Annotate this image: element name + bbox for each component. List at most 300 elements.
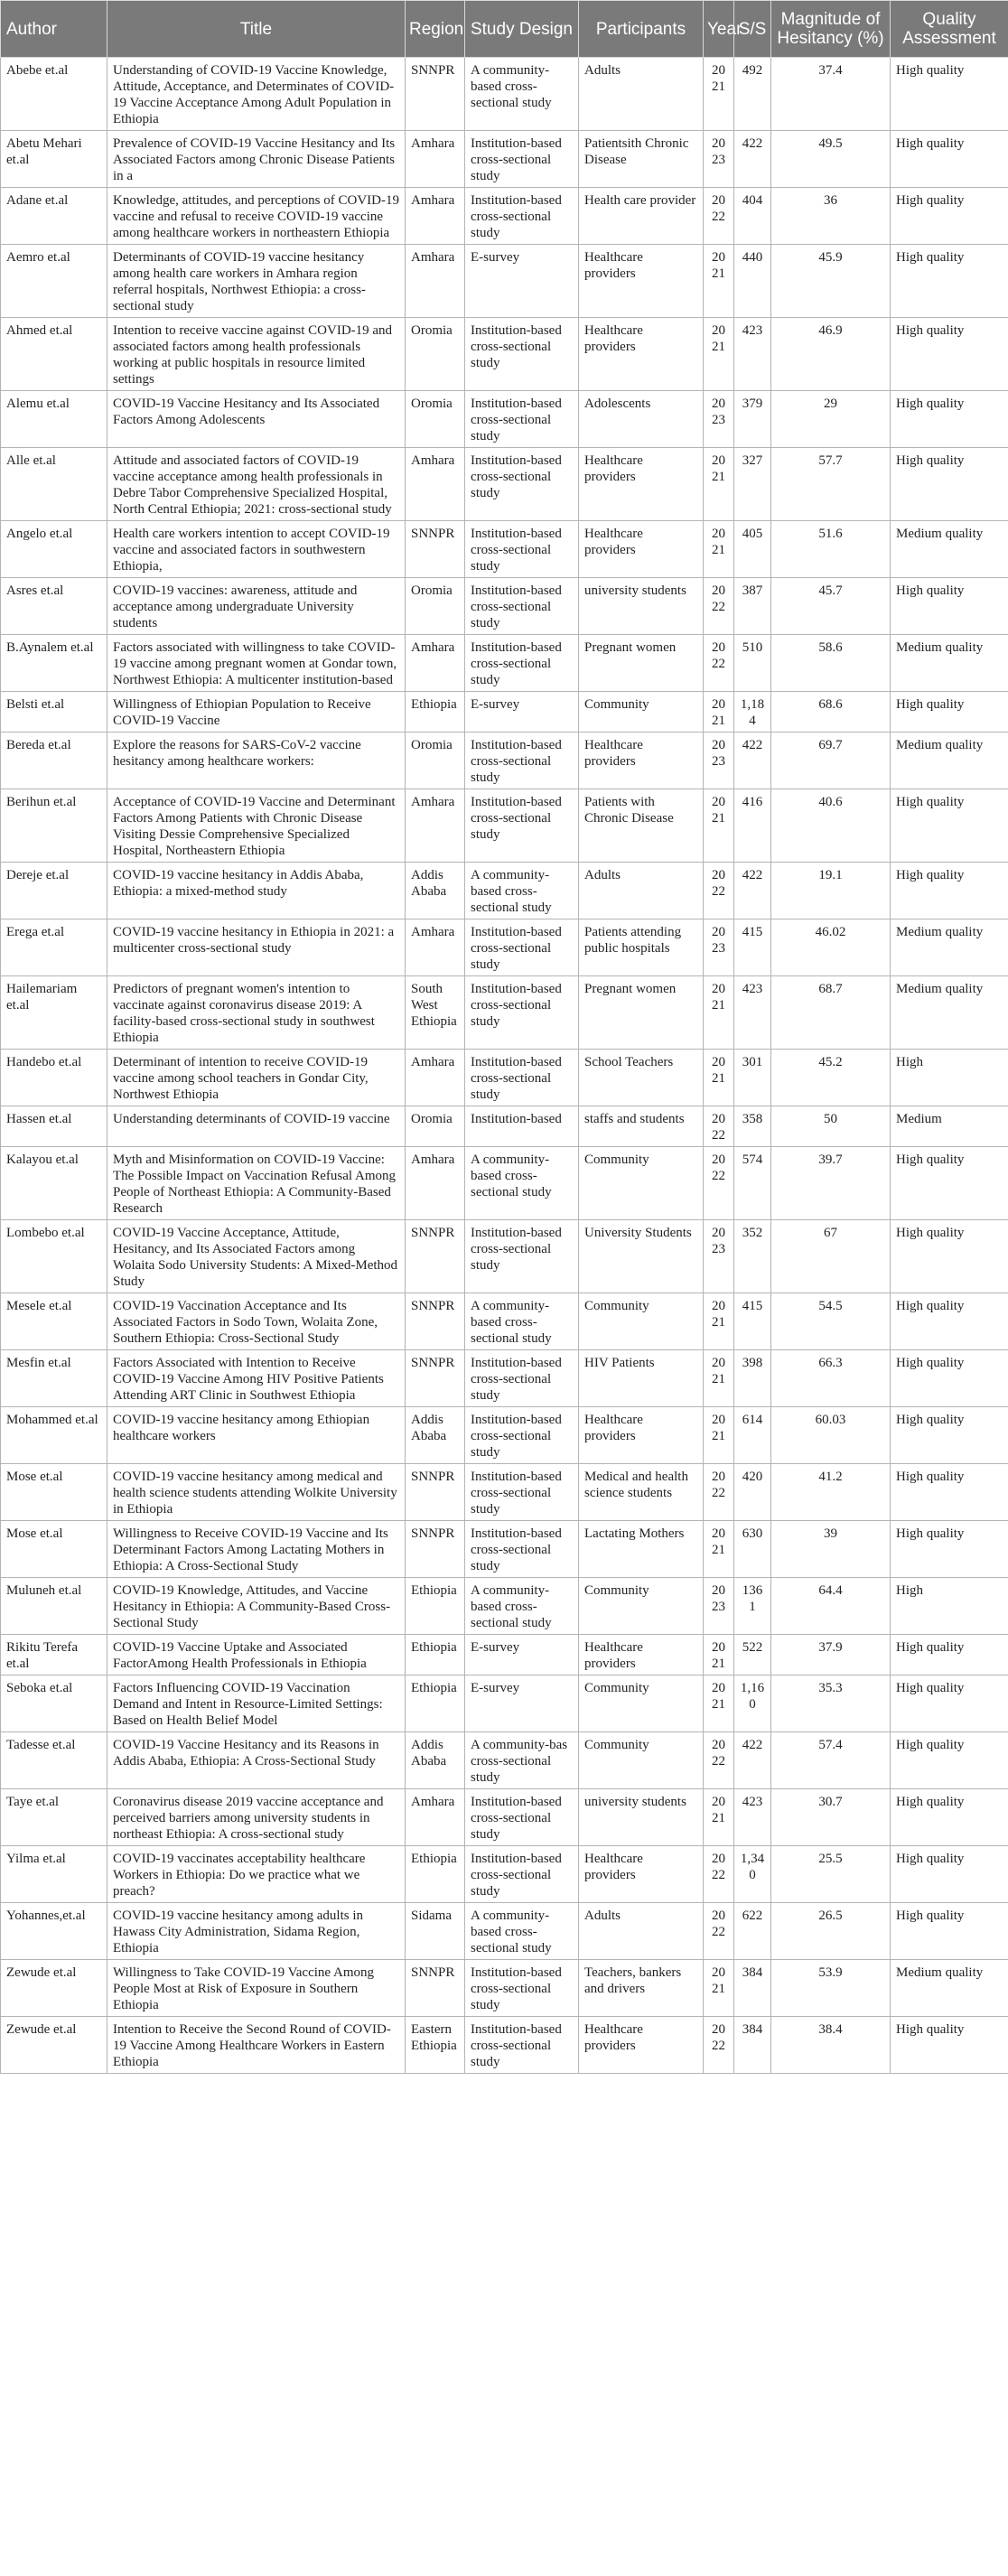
cell-title: Predictors of pregnant women's intention to vaccinate against coronavirus disease 2019: A facility-based cross-sectional study in southwest Ethiopia [107,976,406,1050]
cell-region: Amhara [406,1050,465,1106]
cell-year: 2021 [704,976,734,1050]
cell-sample-size: 1,184 [734,692,771,733]
cell-participants: Adults [579,1903,704,1960]
cell-magnitude: 46.9 [771,318,891,391]
cell-magnitude: 50 [771,1106,891,1147]
cell-year: 2021 [704,318,734,391]
cell-sample-size: 492 [734,58,771,131]
cell-title: COVID-19 vaccinates acceptability healthcare Workers in Ethiopia: Do we practice what we preach? [107,1846,406,1903]
cell-sample-size: 614 [734,1407,771,1464]
cell-region: SNNPR [406,1464,465,1521]
cell-author: Hassen et.al [1,1106,107,1147]
cell-quality: High quality [891,692,1008,733]
cell-magnitude: 46.02 [771,919,891,976]
cell-region: South West Ethiopia [406,976,465,1050]
table-row [1,391,1008,448]
cell-author: Abebe et.al [1,58,107,131]
cell-quality: High quality [891,188,1008,245]
cell-magnitude: 57.7 [771,448,891,521]
cell-title: Acceptance of COVID-19 Vaccine and Determinant Factors Among Patients with Chronic Disease Visiting Dessie Comprehensive Specialized Hospital, Northeastern Ethiopia [107,789,406,863]
cell-study-design: A community-based cross-sectional study [465,1147,579,1220]
cell-participants: Healthcare providers [579,245,704,318]
header-study-design: Study Design [465,1,579,58]
table-row [1,1220,1008,1293]
cell-title: Determinant of intention to receive COVID-19 vaccine among school teachers in Gondar City, Northwest Ethiopia [107,1050,406,1106]
header-sample-size: S/S [734,1,771,58]
cell-magnitude: 37.9 [771,1635,891,1675]
table-row [1,692,1008,733]
cell-year: 2023 [704,1220,734,1293]
table-row [1,1846,1008,1903]
cell-sample-size: 404 [734,188,771,245]
cell-magnitude: 40.6 [771,789,891,863]
table-row [1,1578,1008,1635]
cell-participants: Adults [579,58,704,131]
cell-participants: Healthcare providers [579,2017,704,2074]
cell-region: Oromia [406,733,465,789]
cell-quality: Medium [891,1106,1008,1147]
cell-participants: Community [579,1578,704,1635]
cell-sample-size: 415 [734,1293,771,1350]
cell-region: SNNPR [406,521,465,578]
cell-study-design: A community-based cross-sectional study [465,863,579,919]
cell-region: Ethiopia [406,1578,465,1635]
cell-magnitude: 49.5 [771,131,891,188]
cell-quality: High quality [891,1635,1008,1675]
table-row [1,1407,1008,1464]
cell-participants: university students [579,1789,704,1846]
cell-year: 2022 [704,188,734,245]
cell-author: Yilma et.al [1,1846,107,1903]
cell-sample-size: 422 [734,733,771,789]
cell-participants: University Students [579,1220,704,1293]
cell-year: 2023 [704,919,734,976]
cell-author: Yohannes,et.al [1,1903,107,1960]
cell-region: Oromia [406,391,465,448]
cell-study-design: Institution-based cross-sectional study [465,1846,579,1903]
cell-quality: High quality [891,1350,1008,1407]
cell-author: Ahmed et.al [1,318,107,391]
cell-magnitude: 60.03 [771,1407,891,1464]
cell-study-design: Institution-based cross-sectional study [465,131,579,188]
cell-title: COVID-19 Vaccination Acceptance and Its Associated Factors in Sodo Town, Wolaita Zone, Southern Ethiopia: Cross-Sectional Study [107,1293,406,1350]
cell-year: 2022 [704,1732,734,1789]
table-body [1,58,1008,2074]
cell-author: Handebo et.al [1,1050,107,1106]
table-row [1,1903,1008,1960]
table-row [1,1960,1008,2017]
cell-title: Attitude and associated factors of COVID-19 vaccine acceptance among health professionals in Debre Tabor Comprehensive Specialized Hospital, North Central Ethiopia; 2021: cross-sectional study [107,448,406,521]
cell-study-design: Institution-based cross-sectional study [465,1407,579,1464]
cell-study-design: Institution-based cross-sectional study [465,188,579,245]
cell-region: Oromia [406,1106,465,1147]
cell-magnitude: 68.7 [771,976,891,1050]
table-row [1,1293,1008,1350]
cell-title: Health care workers intention to accept COVID-19 vaccine and associated factors in southwestern Ethiopia, [107,521,406,578]
cell-author: Taye et.al [1,1789,107,1846]
cell-sample-size: 379 [734,391,771,448]
cell-participants: Pregnant women [579,635,704,692]
cell-year: 2021 [704,448,734,521]
cell-study-design: Institution-based cross-sectional study [465,1464,579,1521]
cell-participants: Patients attending public hospitals [579,919,704,976]
cell-sample-size: 423 [734,318,771,391]
cell-sample-size: 1,160 [734,1675,771,1732]
cell-study-design: Institution-based cross-sectional study [465,318,579,391]
cell-quality: High quality [891,1293,1008,1350]
cell-quality: High quality [891,1903,1008,1960]
cell-title: COVID-19 vaccine hesitancy among adults in Hawass City Administration, Sidama Region, Ethiopia [107,1903,406,1960]
cell-magnitude: 51.6 [771,521,891,578]
cell-magnitude: 29 [771,391,891,448]
cell-quality: High quality [891,1846,1008,1903]
cell-author: Tadesse et.al [1,1732,107,1789]
cell-title: Intention to Receive the Second Round of COVID-19 Vaccine Among Healthcare Workers in Eastern Ethiopia [107,2017,406,2074]
cell-region: Oromia [406,318,465,391]
header-author: Author [1,1,107,58]
cell-region: Ethiopia [406,692,465,733]
table-row [1,245,1008,318]
cell-quality: Medium quality [891,1960,1008,2017]
table-row [1,2017,1008,2074]
cell-quality: High quality [891,1407,1008,1464]
table-row [1,1147,1008,1220]
cell-author: Bereda et.al [1,733,107,789]
cell-quality: High quality [891,245,1008,318]
cell-title: COVID-19 vaccines: awareness, attitude and acceptance among undergraduate University students [107,578,406,635]
cell-quality: High quality [891,1464,1008,1521]
table-row [1,58,1008,131]
cell-author: Asres et.al [1,578,107,635]
cell-title: Understanding of COVID-19 Vaccine Knowledge, Attitude, Acceptance, and Determinates of COVID-19 Vaccine Acceptance Among Adult Population in Ethiopia [107,58,406,131]
cell-author: Aemro et.al [1,245,107,318]
cell-participants: Healthcare providers [579,733,704,789]
cell-sample-size: 522 [734,1635,771,1675]
cell-author: Zewude et.al [1,2017,107,2074]
cell-sample-size: 384 [734,1960,771,2017]
cell-year: 2021 [704,1675,734,1732]
table-row [1,733,1008,789]
cell-quality: High [891,1050,1008,1106]
cell-participants: Healthcare providers [579,448,704,521]
cell-study-design: E-survey [465,692,579,733]
cell-quality: Medium quality [891,521,1008,578]
cell-study-design: Institution-based cross-sectional study [465,578,579,635]
table-row [1,1635,1008,1675]
cell-author: Mose et.al [1,1521,107,1578]
cell-author: Mohammed et.al [1,1407,107,1464]
cell-quality: High quality [891,131,1008,188]
cell-magnitude: 45.2 [771,1050,891,1106]
cell-participants: School Teachers [579,1050,704,1106]
cell-region: Amhara [406,919,465,976]
cell-year: 2021 [704,521,734,578]
cell-participants: Pregnant women [579,976,704,1050]
cell-study-design: Institution-based cross-sectional study [465,1050,579,1106]
cell-sample-size: 422 [734,1732,771,1789]
cell-year: 2021 [704,1960,734,2017]
cell-title: Coronavirus disease 2019 vaccine acceptance and perceived barriers among university students in northeast Ethiopia: A cross-sectional study [107,1789,406,1846]
cell-title: Knowledge, attitudes, and perceptions of COVID-19 vaccine and refusal to receive COVID-19 vaccine among healthcare workers in northeastern Ethiopia [107,188,406,245]
cell-participants: Community [579,1293,704,1350]
cell-sample-size: 415 [734,919,771,976]
cell-participants: Community [579,1147,704,1220]
table-row [1,1675,1008,1732]
cell-year: 2021 [704,1350,734,1407]
cell-participants: Teachers, bankers and drivers [579,1960,704,2017]
cell-magnitude: 26.5 [771,1903,891,1960]
cell-year: 2021 [704,789,734,863]
cell-region: SNNPR [406,1293,465,1350]
cell-title: Explore the reasons for SARS-CoV-2 vaccine hesitancy among healthcare workers: [107,733,406,789]
cell-year: 2021 [704,1521,734,1578]
cell-participants: Community [579,1732,704,1789]
header-quality: Quality Assessment [891,1,1008,58]
cell-magnitude: 69.7 [771,733,891,789]
header-region: Region [406,1,465,58]
cell-participants: Healthcare providers [579,318,704,391]
header-participants: Participants [579,1,704,58]
cell-sample-size: 422 [734,863,771,919]
cell-magnitude: 25.5 [771,1846,891,1903]
cell-year: 2021 [704,1050,734,1106]
cell-study-design: Institution-based cross-sectional study [465,733,579,789]
cell-region: Oromia [406,578,465,635]
cell-author: Belsti et.al [1,692,107,733]
cell-study-design: Institution-based cross-sectional study [465,919,579,976]
cell-author: Rikitu Terefa et.al [1,1635,107,1675]
cell-study-design: A community-based cross-sectional study [465,58,579,131]
cell-year: 2021 [704,1789,734,1846]
cell-study-design: Institution-based cross-sectional study [465,448,579,521]
cell-region: Amhara [406,1789,465,1846]
cell-region: Ethiopia [406,1846,465,1903]
table-row [1,1106,1008,1147]
cell-sample-size: 405 [734,521,771,578]
table-row [1,1050,1008,1106]
cell-study-design: Institution-based cross-sectional study [465,391,579,448]
cell-magnitude: 39 [771,1521,891,1578]
cell-title: Understanding determinants of COVID-19 vaccine [107,1106,406,1147]
cell-year: 2023 [704,131,734,188]
cell-title: Factors Associated with Intention to Receive COVID-19 Vaccine Among HIV Positive Patients Attending ART Clinic in Southwest Ethiopia [107,1350,406,1407]
cell-sample-size: 384 [734,2017,771,2074]
cell-region: SNNPR [406,1350,465,1407]
cell-magnitude: 38.4 [771,2017,891,2074]
cell-magnitude: 41.2 [771,1464,891,1521]
cell-study-design: A community-based cross-sectional study [465,1578,579,1635]
cell-quality: High quality [891,2017,1008,2074]
cell-author: Alle et.al [1,448,107,521]
cell-year: 2022 [704,1147,734,1220]
cell-sample-size: 622 [734,1903,771,1960]
cell-sample-size: 301 [734,1050,771,1106]
cell-quality: Medium quality [891,635,1008,692]
cell-study-design: E-survey [465,245,579,318]
cell-study-design: Institution-based cross-sectional study [465,1789,579,1846]
cell-region: Amhara [406,245,465,318]
cell-sample-size: 352 [734,1220,771,1293]
table-row [1,1732,1008,1789]
cell-author: Adane et.al [1,188,107,245]
cell-sample-size: 423 [734,976,771,1050]
cell-title: Myth and Misinformation on COVID-19 Vaccine: The Possible Impact on Vaccination Refusal Among People of Northeast Ethiopia: A Community-Based Research [107,1147,406,1220]
cell-magnitude: 45.9 [771,245,891,318]
cell-author: Berihun et.al [1,789,107,863]
cell-participants: Adolescents [579,391,704,448]
cell-study-design: Institution-based cross-sectional study [465,1960,579,2017]
cell-study-design: Institution-based cross-sectional study [465,976,579,1050]
cell-quality: High quality [891,1147,1008,1220]
cell-quality: High quality [891,1789,1008,1846]
cell-year: 2022 [704,1903,734,1960]
cell-region: Sidama [406,1903,465,1960]
cell-year: 2022 [704,863,734,919]
cell-sample-size: 387 [734,578,771,635]
cell-title: COVID-19 vaccine hesitancy among Ethiopian healthcare workers [107,1407,406,1464]
cell-region: SNNPR [406,1521,465,1578]
cell-title: COVID-19 Vaccine Uptake and Associated FactorAmong Health Professionals in Ethiopia [107,1635,406,1675]
cell-sample-size: 1361 [734,1578,771,1635]
cell-author: Erega et.al [1,919,107,976]
cell-author: Alemu et.al [1,391,107,448]
cell-participants: Patientsith Chronic Disease [579,131,704,188]
cell-quality: High quality [891,1220,1008,1293]
cell-region: Addis Ababa [406,1732,465,1789]
table-row [1,448,1008,521]
cell-study-design: A community-based cross-sectional study [465,1903,579,1960]
cell-quality: High [891,1578,1008,1635]
cell-quality: High quality [891,391,1008,448]
table-row [1,976,1008,1050]
table-row [1,578,1008,635]
cell-region: SNNPR [406,58,465,131]
table-row [1,919,1008,976]
cell-year: 2022 [704,1464,734,1521]
cell-author: Mose et.al [1,1464,107,1521]
cell-quality: High quality [891,448,1008,521]
cell-magnitude: 37.4 [771,58,891,131]
table-row [1,789,1008,863]
cell-magnitude: 35.3 [771,1675,891,1732]
cell-author: Angelo et.al [1,521,107,578]
cell-participants: Community [579,692,704,733]
cell-title: Prevalence of COVID-19 Vaccine Hesitancy and Its Associated Factors among Chronic Disease Patients in a [107,131,406,188]
cell-magnitude: 39.7 [771,1147,891,1220]
cell-year: 2022 [704,2017,734,2074]
cell-title: COVID-19 Vaccine Hesitancy and Its Associated Factors Among Adolescents [107,391,406,448]
cell-study-design: Institution-based cross-sectional study [465,1350,579,1407]
cell-participants: Community [579,1675,704,1732]
cell-magnitude: 68.6 [771,692,891,733]
cell-participants: Lactating Mothers [579,1521,704,1578]
cell-year: 2023 [704,391,734,448]
cell-year: 2021 [704,1293,734,1350]
header-magnitude: Magnitude of Hesitancy (%) [771,1,891,58]
cell-title: Factors associated with willingness to take COVID-19 vaccine among pregnant women at Gondar town, Northwest Ethiopia: A multicenter institution-based [107,635,406,692]
cell-title: Willingness of Ethiopian Population to Receive COVID-19 Vaccine [107,692,406,733]
cell-quality: High quality [891,789,1008,863]
cell-sample-size: 398 [734,1350,771,1407]
cell-study-design: A community-based cross-sectional study [465,1293,579,1350]
cell-quality: High quality [891,1521,1008,1578]
cell-year: 2021 [704,245,734,318]
cell-participants: Healthcare providers [579,1635,704,1675]
cell-year: 2021 [704,58,734,131]
cell-region: Addis Ababa [406,1407,465,1464]
cell-sample-size: 574 [734,1147,771,1220]
cell-title: COVID-19 vaccine hesitancy among medical and health science students attending Wolkite University in Ethiopia [107,1464,406,1521]
cell-title: Willingness to Receive COVID-19 Vaccine and Its Determinant Factors Among Lactating Mothers in Ethiopia: A Cross-Sectional Study [107,1521,406,1578]
table-row [1,1464,1008,1521]
cell-region: Amhara [406,635,465,692]
cell-region: SNNPR [406,1220,465,1293]
cell-title: COVID-19 Knowledge, Attitudes, and Vaccine Hesitancy in Ethiopia: A Community-Based Cross-Sectional Study [107,1578,406,1635]
cell-magnitude: 53.9 [771,1960,891,2017]
cell-magnitude: 45.7 [771,578,891,635]
cell-sample-size: 420 [734,1464,771,1521]
table-row [1,318,1008,391]
cell-study-design: Institution-based cross-sectional study [465,1220,579,1293]
cell-magnitude: 58.6 [771,635,891,692]
cell-study-design: Institution-based cross-sectional study [465,789,579,863]
cell-title: Willingness to Take COVID-19 Vaccine Among People Most at Risk of Exposure in Southern Ethiopia [107,1960,406,2017]
header-title: Title [107,1,406,58]
cell-year: 2022 [704,578,734,635]
cell-region: Ethiopia [406,1635,465,1675]
table-row [1,635,1008,692]
table-row [1,188,1008,245]
cell-study-design: E-survey [465,1635,579,1675]
cell-study-design: E-survey [465,1675,579,1732]
cell-participants: Healthcare providers [579,1407,704,1464]
cell-quality: High quality [891,578,1008,635]
cell-participants: Medical and health science students [579,1464,704,1521]
cell-study-design: Institution-based cross-sectional study [465,1521,579,1578]
cell-region: Amhara [406,448,465,521]
cell-participants: Health care provider [579,188,704,245]
cell-quality: Medium quality [891,733,1008,789]
cell-study-design: Institution-based cross-sectional study [465,635,579,692]
cell-author: Zewude et.al [1,1960,107,2017]
cell-author: B.Aynalem et.al [1,635,107,692]
cell-participants: university students [579,578,704,635]
cell-year: 2022 [704,1846,734,1903]
cell-author: Mesele et.al [1,1293,107,1350]
cell-sample-size: 422 [734,131,771,188]
cell-participants: Adults [579,863,704,919]
cell-participants: HIV Patients [579,1350,704,1407]
cell-study-design: Institution-based [465,1106,579,1147]
cell-author: Mesfin et.al [1,1350,107,1407]
cell-sample-size: 630 [734,1521,771,1578]
cell-study-design: A community-bas cross-sectional study [465,1732,579,1789]
cell-quality: High quality [891,863,1008,919]
cell-author: Kalayou et.al [1,1147,107,1220]
cell-region: Amhara [406,1147,465,1220]
table-row [1,521,1008,578]
cell-magnitude: 54.5 [771,1293,891,1350]
cell-author: Hailemariam et.al [1,976,107,1050]
cell-year: 2023 [704,1578,734,1635]
cell-region: SNNPR [406,1960,465,2017]
cell-title: Intention to receive vaccine against COVID-19 and associated factors among health professionals working at public hospitals in resource limited settings [107,318,406,391]
cell-magnitude: 30.7 [771,1789,891,1846]
cell-year: 2021 [704,692,734,733]
header-row [1,1,1008,58]
cell-sample-size: 327 [734,448,771,521]
cell-title: Factors Influencing COVID-19 Vaccination Demand and Intent in Resource-Limited Settings: Based on Health Belief Model [107,1675,406,1732]
